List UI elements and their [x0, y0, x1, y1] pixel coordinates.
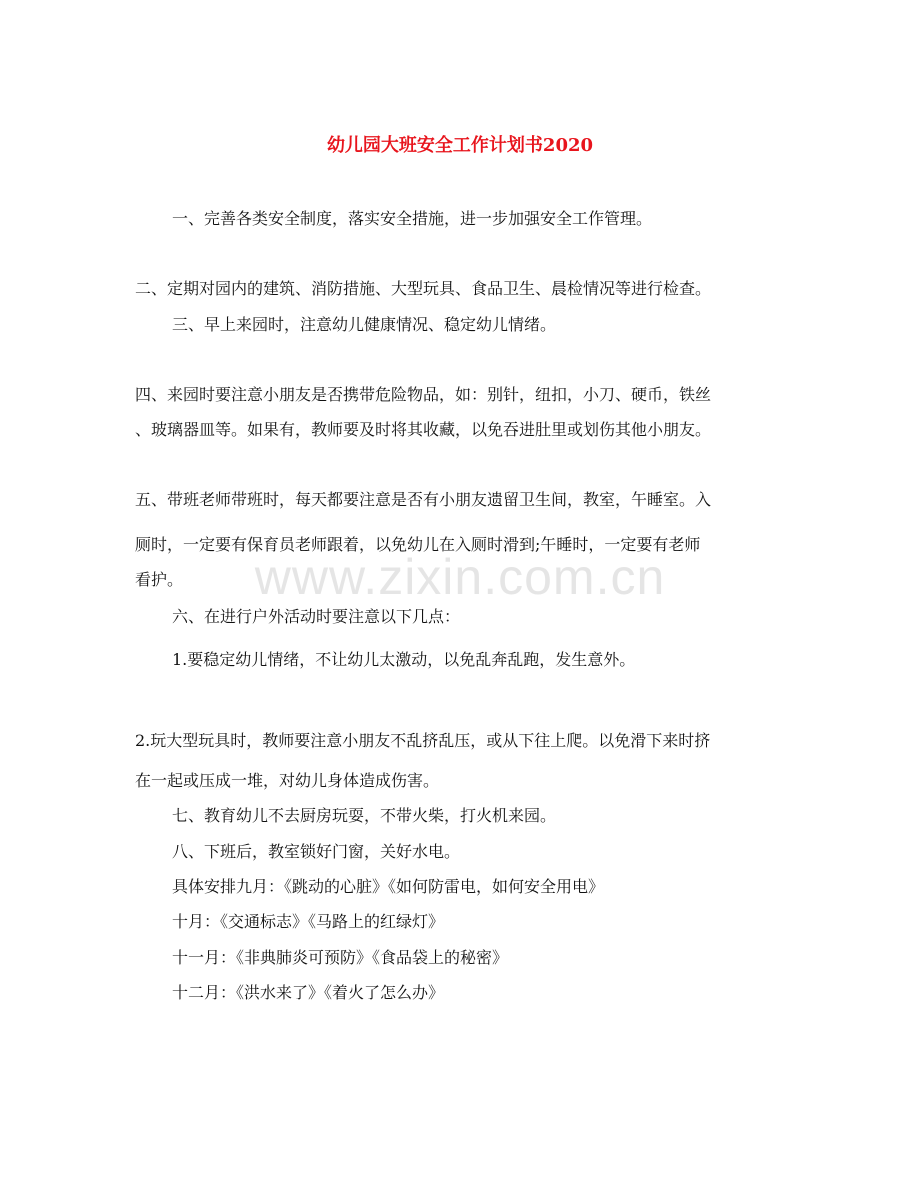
paragraph-line: 、玻璃器皿等。如果有，教师要及时将其收藏，以免吞进肚里或划伤其他小朋友。	[135, 420, 712, 439]
document-title: 幼儿园大班安全工作计划书2020	[326, 135, 594, 156]
watermark: www.zixin.com.cn	[254, 549, 666, 605]
paragraph-line: 八、下班后，教室锁好门窗，关好水电。	[172, 842, 461, 861]
paragraph-line: 十月：《交通标志》《马路上的红绿灯》	[172, 912, 445, 931]
paragraph-line: 六、在进行户外活动时要注意以下几点：	[172, 607, 461, 626]
paragraph-line: 一、完善各类安全制度，落实安全措施，进一步加强安全工作管理。	[172, 209, 653, 228]
paragraph-line: 在一起或压成一堆，对幼儿身体造成伤害。	[135, 771, 440, 790]
paragraph-line: 三、早上来园时，注意幼儿健康情况、稳定幼儿情绪。	[172, 315, 557, 334]
paragraph-line: 厕时，一定要有保育员老师跟着，以免幼儿在入厕时滑到;午睡时，一定要有老师	[135, 535, 701, 554]
paragraph-line: 具体安排九月：《跳动的心脏》《如何防雷电，如何安全用电》	[172, 877, 605, 896]
paragraph-line: 五、带班老师带班时，每天都要注意是否有小朋友遗留卫生间，教室，午睡室。入	[135, 490, 712, 509]
paragraph-line: 十一月：《非典肺炎可预防》《食品袋上的秘密》	[172, 948, 509, 967]
paragraph-line: 七、教育幼儿不去厨房玩耍，不带火柴，打火机来园。	[172, 806, 557, 825]
paragraph-line: 十二月：《洪水来了》《着火了怎么办》	[172, 983, 445, 1002]
paragraph-line: 看护。	[135, 570, 184, 589]
paragraph-line: 四、来园时要注意小朋友是否携带危险物品，如：别针，纽扣，小刀、硬币，铁丝	[135, 385, 712, 404]
paragraph-line: 2.玩大型玩具时，教师要注意小朋友不乱挤乱压，或从下往上爬。以免滑下来时挤	[135, 731, 711, 750]
paragraph-line: 二、定期对园内的建筑、消防措施、大型玩具、食品卫生、晨检情况等进行检查。	[135, 279, 712, 298]
paragraph-line: 1.要稳定幼儿情绪，不让幼儿太激动，以免乱奔乱跑，发生意外。	[172, 650, 636, 669]
